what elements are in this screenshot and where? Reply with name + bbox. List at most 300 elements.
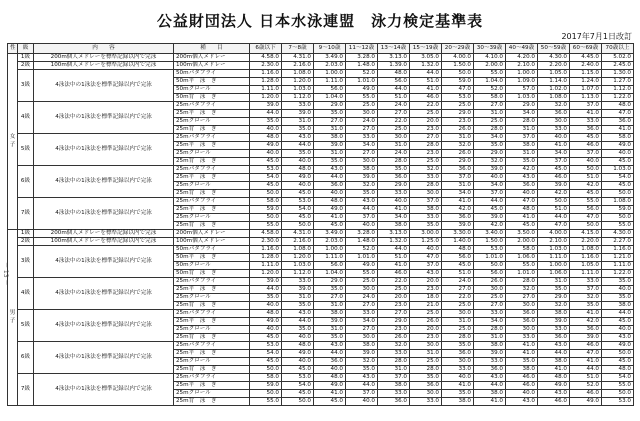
table-row [8, 102, 634, 110]
time-cell: 42.0 [570, 182, 602, 190]
table-row [8, 198, 634, 206]
time-cell: 1.21.0 [602, 254, 634, 262]
time-cell: 31.0 [538, 278, 570, 286]
time-cell: 48.0 [282, 342, 314, 350]
time-cell: 55.0 [346, 270, 378, 278]
time-cell: 48.0 [314, 374, 346, 382]
event-cell: 25m背 泳 ぎ [174, 158, 250, 166]
time-cell: 31.0 [474, 110, 506, 118]
time-cell: 33.0 [346, 310, 378, 318]
time-cell: 4.45.0 [570, 54, 602, 62]
time-cell: 51.0 [538, 206, 570, 214]
revision-date: 2017年7月1日改訂 [561, 32, 632, 41]
time-cell: 37.0 [346, 390, 378, 398]
time-cell: 50.0 [570, 222, 602, 230]
time-cell: 4.00.0 [538, 230, 570, 238]
time-cell: 42.0 [506, 166, 538, 174]
time-cell: 54.0 [250, 350, 282, 358]
time-cell: 33.0 [570, 278, 602, 286]
time-cell: 23.0 [410, 150, 442, 158]
time-cell: 2.03.0 [314, 238, 346, 246]
time-cell: 2.10.0 [506, 62, 538, 70]
time-cell: 30.0 [442, 310, 474, 318]
time-cell: 1.01.0 [474, 254, 506, 262]
time-cell: 45.0 [282, 366, 314, 374]
event-cell: 25m背 泳 ぎ [174, 366, 250, 374]
time-cell: 1.06.0 [506, 254, 538, 262]
time-cell: 40.0 [282, 158, 314, 166]
table-header-row [8, 44, 634, 54]
time-cell: 1.16.0 [250, 246, 282, 254]
time-cell: 54.0 [602, 174, 634, 182]
time-cell: 49.0 [282, 350, 314, 358]
content-cell: 4泳法中の1泳法を標準記録以内で完泳 [34, 246, 174, 278]
time-cell: 44.0 [346, 382, 378, 390]
time-cell: 33.0 [570, 118, 602, 126]
time-cell: 27.0 [506, 294, 538, 302]
time-cell: 30.0 [410, 190, 442, 198]
time-cell: 40.0 [282, 334, 314, 342]
time-cell: 1.00.0 [506, 70, 538, 78]
time-cell: 1.01.0 [346, 254, 378, 262]
grade-cell: 7級 [18, 374, 34, 406]
time-cell: 25.0 [410, 110, 442, 118]
time-cell: 42.0 [474, 222, 506, 230]
table-body [8, 54, 634, 406]
time-cell: 40.0 [602, 286, 634, 294]
event-cell: 50mバタフライ [174, 70, 250, 78]
time-cell: 59.0 [602, 206, 634, 214]
time-cell: 38.0 [602, 302, 634, 310]
time-cell: 43.0 [506, 174, 538, 182]
time-cell: 35.0 [378, 166, 410, 174]
time-cell: 1.08.0 [602, 198, 634, 206]
time-cell: 58.0 [474, 94, 506, 102]
time-cell: 43.0 [602, 334, 634, 342]
time-cell: 38.0 [474, 390, 506, 398]
time-cell: 50.0 [282, 398, 314, 406]
time-cell: 41.0 [442, 198, 474, 206]
time-cell: 1.11.0 [250, 262, 282, 270]
time-cell: 1.32.0 [410, 62, 442, 70]
time-cell: 39.0 [250, 278, 282, 286]
time-cell: 34.0 [506, 110, 538, 118]
time-cell: 36.0 [570, 126, 602, 134]
time-cell: 49.0 [570, 398, 602, 406]
column-header: 50〜59歳 [538, 44, 570, 54]
time-cell: 51.0 [410, 78, 442, 86]
time-cell: 40.0 [602, 326, 634, 334]
time-cell: 5.02.0 [602, 54, 634, 62]
event-cell: 100m個人メドレー [174, 62, 250, 70]
event-cell: 25mバタフライ [174, 342, 250, 350]
event-cell: 25m平 泳 ぎ [174, 206, 250, 214]
time-cell: 47.0 [570, 350, 602, 358]
time-cell: 27.0 [346, 126, 378, 134]
time-cell: 37.0 [410, 198, 442, 206]
time-cell: 34.0 [378, 214, 410, 222]
time-cell: 1.39.0 [378, 62, 410, 70]
time-cell: 25.0 [442, 302, 474, 310]
time-cell: 1.14.0 [538, 78, 570, 86]
time-cell: 31.0 [410, 350, 442, 358]
time-cell: 41.0 [538, 366, 570, 374]
time-cell: 40.0 [474, 174, 506, 182]
swim-standard-table [7, 43, 634, 406]
time-cell: 46.0 [570, 390, 602, 398]
time-cell: 38.0 [538, 310, 570, 318]
time-cell: 51.0 [570, 174, 602, 182]
time-cell: 35.0 [346, 366, 378, 374]
time-cell: 38.0 [474, 342, 506, 350]
time-cell: 27.0 [314, 118, 346, 126]
time-cell: 1.20.0 [250, 94, 282, 102]
time-cell: 55.0 [474, 70, 506, 78]
time-cell: 52.0 [570, 382, 602, 390]
time-cell: 1.03.0 [506, 94, 538, 102]
time-cell: 25.0 [346, 278, 378, 286]
time-cell: 25.0 [410, 358, 442, 366]
time-cell: 41.0 [506, 342, 538, 350]
time-cell: 43.0 [282, 134, 314, 142]
time-cell: 47.0 [442, 86, 474, 94]
time-cell: 30.0 [346, 286, 378, 294]
time-cell: 24.0 [442, 278, 474, 286]
time-cell: 42.0 [538, 190, 570, 198]
column-header: 6歳以下 [250, 44, 282, 54]
column-header: 40〜49歳 [506, 44, 538, 54]
event-cell: 25m平 泳 ぎ [174, 286, 250, 294]
time-cell: 4.31.0 [282, 54, 314, 62]
time-cell: 33.0 [378, 350, 410, 358]
time-cell: 38.0 [346, 166, 378, 174]
time-cell: 39.0 [442, 222, 474, 230]
time-cell: 1.07.0 [570, 86, 602, 94]
time-cell: 41.0 [602, 126, 634, 134]
event-cell: 25m平 泳 ぎ [174, 142, 250, 150]
time-cell: 39.0 [282, 286, 314, 294]
time-cell: 43.0 [314, 342, 346, 350]
time-cell: 58.0 [250, 198, 282, 206]
event-cell: 25mクロール [174, 294, 250, 302]
time-cell: 39.0 [346, 350, 378, 358]
time-cell: 36.0 [442, 350, 474, 358]
event-cell: 50mバタフライ [174, 246, 250, 254]
time-cell: 30.0 [410, 390, 442, 398]
time-cell: 35.0 [314, 158, 346, 166]
time-cell: 35.0 [538, 286, 570, 294]
time-cell: 41.0 [314, 214, 346, 222]
time-cell: 20.0 [378, 294, 410, 302]
time-cell: 28.0 [506, 278, 538, 286]
column-header: 30〜39歳 [474, 44, 506, 54]
content-cell: 200m個人メドレーを標準記録以内で完泳 [34, 54, 174, 62]
time-cell: 4.30.0 [602, 230, 634, 238]
time-cell: 1.09.0 [506, 78, 538, 86]
time-cell: 56.0 [314, 262, 346, 270]
time-cell: 42.0 [570, 318, 602, 326]
column-header: 内 容 [34, 44, 174, 54]
time-cell: 59.0 [442, 78, 474, 86]
time-cell: 4.10.0 [474, 54, 506, 62]
time-cell: 29.0 [442, 158, 474, 166]
time-cell: 36.0 [538, 334, 570, 342]
time-cell: 34.0 [474, 318, 506, 326]
time-cell: 45.0 [602, 182, 634, 190]
time-cell: 39.0 [474, 166, 506, 174]
time-cell: 4.58.0 [250, 54, 282, 62]
time-cell: 38.0 [346, 342, 378, 350]
time-cell: 29.0 [378, 318, 410, 326]
time-cell: 1.11.0 [570, 270, 602, 278]
time-cell: 1.11.0 [250, 86, 282, 94]
time-cell: 36.0 [378, 174, 410, 182]
time-cell: 50.0 [570, 166, 602, 174]
time-cell: 34.0 [346, 142, 378, 150]
time-cell: 37.0 [410, 262, 442, 270]
time-cell: 32.0 [570, 294, 602, 302]
time-cell: 33.0 [474, 358, 506, 366]
time-cell: 33.0 [474, 310, 506, 318]
time-cell: 40.0 [250, 302, 282, 310]
time-cell: 46.0 [570, 142, 602, 150]
time-cell: 31.0 [442, 318, 474, 326]
event-cell: 25mバタフライ [174, 102, 250, 110]
content-cell: 4泳法中の1泳法を標準記録以内で完泳 [34, 70, 174, 102]
time-cell: 58.0 [602, 134, 634, 142]
event-cell: 200m個人メドレー [174, 230, 250, 238]
time-cell: 24.0 [346, 118, 378, 126]
time-cell: 41.0 [314, 390, 346, 398]
time-cell: 55.0 [346, 94, 378, 102]
time-cell: 30.0 [442, 358, 474, 366]
event-cell: 50m平 泳 ぎ [174, 78, 250, 86]
time-cell: 29.0 [314, 278, 346, 286]
event-cell: 25mクロール [174, 214, 250, 222]
time-cell: 56.0 [442, 254, 474, 262]
time-cell: 31.0 [314, 326, 346, 334]
time-cell: 1.01.0 [346, 78, 378, 86]
time-cell: 37.0 [378, 374, 410, 382]
time-cell: 2.30.0 [250, 62, 282, 70]
event-cell: 25mバタフライ [174, 134, 250, 142]
time-cell: 22.0 [410, 102, 442, 110]
event-cell: 25mクロール [174, 390, 250, 398]
time-cell: 44.0 [378, 86, 410, 94]
time-cell: 46.0 [506, 382, 538, 390]
time-cell: 54.0 [602, 374, 634, 382]
time-cell: 23.0 [378, 302, 410, 310]
time-cell: 45.0 [314, 398, 346, 406]
time-cell: 25.0 [474, 294, 506, 302]
time-cell: 51.0 [442, 270, 474, 278]
content-cell: 4泳法中の1泳法を標準記録以内で完泳 [34, 374, 174, 406]
time-cell: 36.0 [506, 182, 538, 190]
time-cell: 37.0 [538, 158, 570, 166]
time-cell: 25.0 [442, 326, 474, 334]
time-cell: 30.0 [346, 334, 378, 342]
time-cell: 1.00.0 [314, 70, 346, 78]
table-row [8, 62, 634, 70]
time-cell: 45.0 [314, 222, 346, 230]
event-cell: 25m平 泳 ぎ [174, 350, 250, 358]
time-cell: 43.0 [474, 374, 506, 382]
time-cell: 34.0 [346, 318, 378, 326]
time-cell: 51.0 [570, 374, 602, 382]
gender-cell: 女 子 [8, 54, 18, 230]
time-cell: 50.0 [602, 350, 634, 358]
table-row [8, 342, 634, 350]
time-cell: 41.0 [378, 206, 410, 214]
event-cell: 50mクロール [174, 262, 250, 270]
time-cell: 1.11.0 [314, 254, 346, 262]
time-cell: 31.0 [378, 142, 410, 150]
time-cell: 59.0 [250, 206, 282, 214]
column-header: 13〜14歳 [378, 44, 410, 54]
time-cell: 48.0 [538, 374, 570, 382]
content-cell: 4泳法中の1泳法を標準記録以内で完泳 [34, 102, 174, 134]
time-cell: 35.0 [474, 142, 506, 150]
time-cell: 36.0 [410, 382, 442, 390]
time-cell: 28.0 [410, 142, 442, 150]
time-cell: 53.0 [602, 398, 634, 406]
time-cell: 27.0 [378, 110, 410, 118]
time-cell: 21.0 [410, 302, 442, 310]
time-cell: 36.0 [538, 110, 570, 118]
time-cell: 1.22.0 [602, 94, 634, 102]
time-cell: 47.0 [538, 222, 570, 230]
time-cell: 1.13.0 [570, 94, 602, 102]
time-cell: 1.01.0 [506, 270, 538, 278]
event-cell: 25mクロール [174, 326, 250, 334]
column-header: 級 [18, 44, 34, 54]
time-cell: 3.49.0 [314, 54, 346, 62]
time-cell: 51.0 [378, 254, 410, 262]
time-cell: 45.0 [506, 222, 538, 230]
event-cell: 25mバタフライ [174, 278, 250, 286]
time-cell: 1.28.0 [250, 254, 282, 262]
time-cell: 45.0 [474, 206, 506, 214]
time-cell: 45.0 [282, 390, 314, 398]
time-cell: 1.32.0 [378, 238, 410, 246]
table-row [8, 310, 634, 318]
time-cell: 3.28.0 [346, 54, 378, 62]
time-cell: 50.0 [538, 198, 570, 206]
time-cell: 40.0 [506, 390, 538, 398]
time-cell: 1.20.0 [250, 270, 282, 278]
time-cell: 40.0 [410, 246, 442, 254]
time-cell: 28.0 [410, 182, 442, 190]
time-cell: 38.0 [538, 358, 570, 366]
time-cell: 1.08.0 [282, 246, 314, 254]
time-cell: 59.0 [250, 382, 282, 390]
time-cell: 36.0 [570, 326, 602, 334]
event-cell: 25m背 泳 ぎ [174, 334, 250, 342]
time-cell: 40.0 [250, 126, 282, 134]
time-cell: 45.0 [442, 262, 474, 270]
time-cell: 40.0 [250, 326, 282, 334]
time-cell: 25.0 [346, 102, 378, 110]
time-cell: 35.0 [282, 126, 314, 134]
time-cell: 35.0 [346, 190, 378, 198]
time-cell: 25.0 [378, 286, 410, 294]
time-cell: 38.0 [378, 222, 410, 230]
column-header: 性 [8, 44, 18, 54]
time-cell: 37.0 [442, 174, 474, 182]
time-cell: 1.12.0 [282, 94, 314, 102]
time-cell: 32.0 [474, 158, 506, 166]
time-cell: 32.0 [442, 142, 474, 150]
time-cell: 53.0 [474, 246, 506, 254]
time-cell: 44.0 [282, 318, 314, 326]
time-cell: 38.0 [314, 310, 346, 318]
time-cell: 1.05.0 [570, 262, 602, 270]
event-cell: 50m背 泳 ぎ [174, 94, 250, 102]
time-cell: 1.48.0 [346, 238, 378, 246]
time-cell: 2.20.0 [538, 62, 570, 70]
time-cell: 56.0 [570, 206, 602, 214]
event-cell: 25mバタフライ [174, 374, 250, 382]
page-title: 公益財団法人 日本水泳連盟 泳力検定基準表 [156, 12, 484, 30]
time-cell: 39.0 [538, 182, 570, 190]
time-cell: 35.0 [314, 286, 346, 294]
table-row [8, 54, 634, 62]
time-cell: 35.0 [570, 302, 602, 310]
time-cell: 45.0 [570, 190, 602, 198]
time-cell: 35.0 [602, 278, 634, 286]
time-cell: 44.0 [314, 174, 346, 182]
time-cell: 44.0 [538, 350, 570, 358]
event-cell: 25m背 泳 ぎ [174, 398, 250, 406]
time-cell: 53.0 [282, 198, 314, 206]
time-cell: 3.05.0 [410, 54, 442, 62]
time-cell: 28.0 [410, 366, 442, 374]
time-cell: 55.0 [506, 262, 538, 270]
time-cell: 2.00.0 [474, 62, 506, 70]
time-cell: 35.0 [314, 334, 346, 342]
event-cell: 25mバタフライ [174, 198, 250, 206]
time-cell: 1.22.0 [602, 270, 634, 278]
time-cell: 47.0 [410, 254, 442, 262]
time-cell: 32.0 [506, 286, 538, 294]
time-cell: 23.0 [378, 326, 410, 334]
time-cell: 40.0 [282, 182, 314, 190]
time-cell: 41.0 [538, 142, 570, 150]
event-cell: 25mクロール [174, 150, 250, 158]
column-header: 20〜29歳 [442, 44, 474, 54]
table-row [8, 246, 634, 254]
time-cell: 44.0 [378, 246, 410, 254]
time-cell: 39.0 [314, 142, 346, 150]
time-cell: 43.0 [538, 342, 570, 350]
time-cell: 25.0 [474, 118, 506, 126]
time-cell: 31.0 [506, 126, 538, 134]
time-cell: 1.11.0 [602, 262, 634, 270]
time-cell: 40.0 [506, 190, 538, 198]
time-cell: 38.0 [442, 398, 474, 406]
time-cell: 1.00.0 [538, 262, 570, 270]
time-cell: 28.0 [442, 334, 474, 342]
column-header: 9〜10歳 [314, 44, 346, 54]
time-cell: 30.0 [474, 286, 506, 294]
time-cell: 31.0 [378, 366, 410, 374]
time-cell: 47.0 [570, 214, 602, 222]
time-cell: 49.0 [314, 382, 346, 390]
time-cell: 2.40.0 [570, 62, 602, 70]
time-cell: 1.28.0 [250, 78, 282, 86]
time-cell: 37.0 [570, 150, 602, 158]
time-cell: 31.0 [282, 294, 314, 302]
